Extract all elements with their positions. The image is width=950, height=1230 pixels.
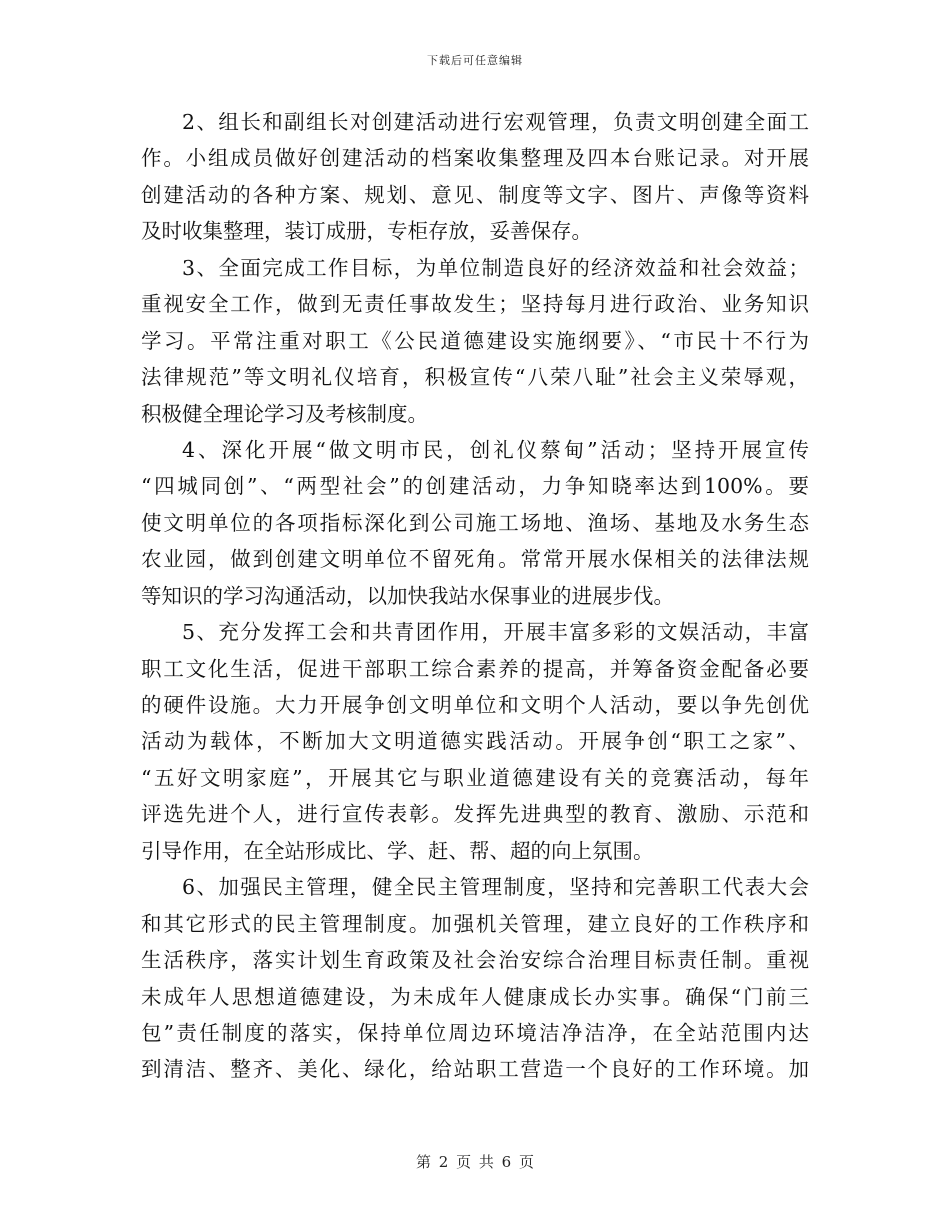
text-line: 及时收集整理，装订成册，专柜存放，妥善保存。 [141, 219, 592, 244]
page-number: 第 2 页 共 6 页 [416, 1153, 534, 1171]
text-line: 法律规范”等文明礼仪培育，积极宣传“八荣八耻”社会主义荣辱观， [141, 365, 809, 390]
text-line: 6、加强民主管理，健全民主管理制度，坚持和完善职工代表大会 [182, 875, 809, 900]
text-line: 未成年人思想道德建设，为未成年人健康成长办实事。确保“门前三 [141, 984, 809, 1009]
text-line: 作。小组成员做好创建活动的档案收集整理及四本台账记录。对开展 [141, 146, 809, 171]
document-body [141, 104, 809, 1088]
text-line: “四城同创”、“两型社会”的创建活动，力争知晓率达到100%。要 [141, 474, 809, 499]
paragraph [141, 250, 809, 432]
text-line: 的硬件设施。大力开展争创文明单位和文明个人活动，要以争先创优 [141, 693, 809, 717]
text-line: 农业园，做到创建文明单位不留死角。常常开展水保相关的法律法规 [141, 547, 809, 572]
text-line: 积极健全理论学习及考核制度。 [141, 401, 428, 426]
text-line: 等知识的学习沟通活动，以加快我站水保事业的进展步伐。 [141, 583, 674, 608]
text-line: 和其它形式的民主管理制度。加强机关管理，建立良好的工作秩序和 [141, 911, 809, 936]
text-line: 重视安全工作，做到无责任事故发生；坚持每月进行政治、业务知识 [141, 292, 809, 317]
text-line: 2、组长和副组长对创建活动进行宏观管理，负责文明创建全面工 [182, 110, 809, 134]
text-line: 包”责任制度的落实，保持单位周边环境洁净洁净，在全站范围内达 [141, 1020, 809, 1045]
text-line: “五好文明家庭”，开展其它与职业道德建设有关的竞赛活动，每年 [141, 765, 809, 790]
text-line: 3、全面完成工作目标，为单位制造良好的经济效益和社会效益； [182, 255, 809, 280]
text-line: 创建活动的各种方案、规划、意见、制度等文字、图片、声像等资料 [141, 182, 809, 207]
text-line: 引导作用，在全站形成比、学、赶、帮、超的向上氛围。 [141, 838, 654, 863]
text-line: 4、深化开展“做文明市民，创礼仪蔡甸”活动；坚持开展宣传 [182, 437, 809, 462]
paragraph [141, 614, 809, 869]
text-line: 5、充分发挥工会和共青团作用，开展丰富多彩的文娱活动，丰富 [182, 620, 809, 645]
paragraph [141, 869, 809, 1088]
text-line: 活动为载体，不断加大文明道德实践活动。开展争创“职工之家”、 [141, 729, 809, 754]
text-line: 使文明单位的各项指标深化到公司施工场地、渔场、基地及水务生态 [141, 510, 809, 535]
text-line: 到清洁、整齐、美化、绿化，给站职工营造一个良好的工作环境。加 [141, 1057, 809, 1082]
page-header: 下载后可任意编辑 [427, 54, 523, 67]
paragraph [141, 432, 809, 614]
paragraph [141, 104, 809, 250]
text-line: 评选先进个人，进行宣传表彰。发挥先进典型的教育、激励、示范和 [141, 802, 809, 827]
text-line: 职工文化生活，促进干部职工综合素养的提高，并筹备资金配备必要 [141, 656, 809, 681]
text-line: 学习。平常注重对职工《公民道德建设实施纲要》、“市民十不行为 [141, 328, 809, 353]
text-line: 生活秩序，落实计划生育政策及社会治安综合治理目标责任制。重视 [141, 948, 809, 973]
